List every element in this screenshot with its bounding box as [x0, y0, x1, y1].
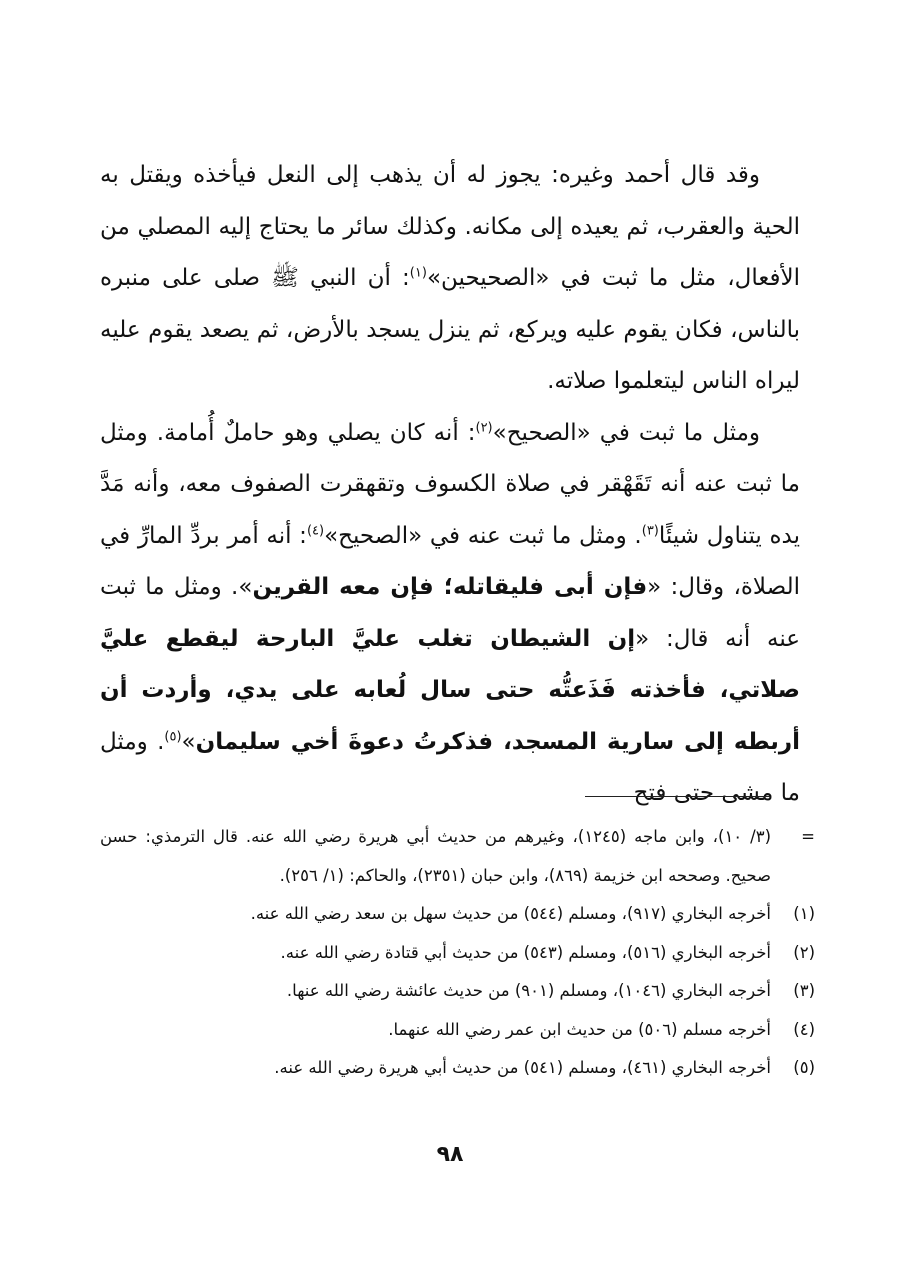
footnote-3-mark: (٣) — [793, 981, 815, 1000]
footnote-1 — [100, 895, 815, 934]
hadith-quote-1: فإن أبى فليقاتله؛ فإن معه القرين — [252, 574, 648, 600]
paragraph-2-text-d: : أنه أمر بردِّ المارِّ في الصلاة، وقال: « — [100, 522, 800, 600]
footnote-ref-1: (١) — [409, 265, 427, 281]
paragraph-2-text-c: . ومثل ما ثبت عنه في «الصحيح» — [324, 522, 642, 549]
paragraph-1 — [100, 150, 800, 408]
main-text — [100, 150, 800, 820]
footnote-1-text: أخرجه البخاري (٩١٧)، ومسلم (٥٤٤) من حديث سهل بن سعد رضي الله عنه. — [250, 904, 771, 923]
footnote-separator — [585, 796, 770, 797]
paragraph-2-text-g: . ومثل ما مشى حتى فتح — [100, 728, 800, 806]
footnote-3-text: أخرجه البخاري (١٠٤٦)، ومسلم (٩٠١) من حديث عائشة رضي الله عنها. — [286, 981, 771, 1000]
footnote-2-text: أخرجه البخاري (٥١٦)، ومسلم (٥٤٣) من حديث أبي قتادة رضي الله عنه. — [280, 942, 771, 962]
footnotes — [100, 818, 815, 1088]
paragraph-1-text-a: وقد قال أحمد وغيره: يجوز له أن يذهب إلى النعل فيأخذه ويقتل به الحية والعقرب، ثم يعيده إلى مكانه. وكذلك سائر ما يحتاج إليه المصلي من الأفعال، مثل ما ثبت في «الصحيحين» — [100, 162, 800, 291]
footnote-5-text: أخرجه البخاري (٤٦١)، ومسلم (٥٤١) من حديث أبي هريرة رضي الله عنه. — [274, 1058, 771, 1077]
footnote-5-mark: (٥) — [793, 1058, 815, 1077]
hadith-quote-2: إن الشيطان تغلب عليَّ البارحة ليقطع عليَّ صلاتي، فأخذته فَذَعتُّه حتى سال لُعابه على يدي، وأردت أن أربطه إلى سارية المسجد، فذكرتُ دعوةَ أخي سليمان — [100, 625, 800, 755]
footnote-5 — [100, 1049, 815, 1088]
footnote-continuation — [100, 818, 815, 895]
footnote-4-mark: (٤) — [793, 1019, 815, 1039]
footnote-continuation-mark: = — [801, 827, 815, 846]
footnote-1-mark: (١) — [793, 904, 815, 923]
paragraph-2-text-a: ومثل ما ثبت في «الصحيح» — [492, 419, 760, 446]
footnote-2-mark: (٢) — [793, 942, 815, 962]
footnote-2 — [100, 934, 815, 973]
footnote-ref-5: (٥) — [164, 728, 182, 744]
paragraph-2-text-b: : أنه كان يصلي وهو حاملٌ أُمامة. ومثل ما ثبت عنه أنه تَقَهْقر في صلاة الكسوف وتقهقرت الصفوف معه، وأنه مَدَّ يده يتناول شيئًا — [100, 419, 801, 549]
footnote-ref-4: (٤) — [306, 522, 325, 538]
footnote-continuation-text: (٣/ ١٠)، وابن ماجه (١٢٤٥)، وغيرهم من حديث أبي هريرة رضي الله عنه. قال الترمذي: حسن صحيح. وصححه ابن خزيمة (٨٦٩)، وابن حبان (٢٣٥١)، والحاكم: (١/ ٢٥٦). — [100, 827, 771, 885]
page-number: ٩٨ — [436, 1142, 464, 1167]
footnote-4-text: أخرجه مسلم (٥٠٦) من حديث ابن عمر رضي الله عنهما. — [388, 1019, 771, 1039]
paragraph-1-text-b: : أن النبي ﷺ صلى على منبره بالناس، فكان يقوم عليه ويركع، ثم ينزل يسجد بالأرض، ثم يصعد يقوم عليه ليراه الناس ليتعلموا صلاته. — [100, 265, 800, 394]
paragraph-2 — [100, 408, 800, 820]
footnote-3 — [100, 972, 815, 1011]
footnote-ref-2: (٢) — [475, 419, 493, 435]
paragraph-2-text-e: ». ومثل ما ثبت عنه أنه قال: « — [100, 574, 800, 652]
paragraph-2-text-f: » — [181, 728, 196, 755]
footnote-ref-3: (٣) — [641, 522, 659, 538]
footnote-4 — [100, 1011, 815, 1050]
